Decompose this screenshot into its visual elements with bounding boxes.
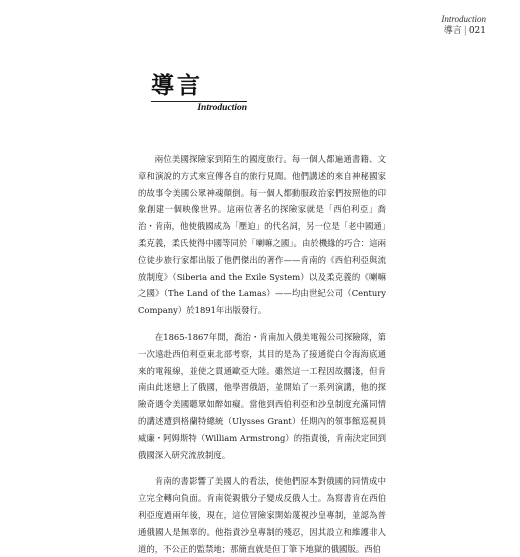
chapter-title-block [151,73,251,113]
body-text [138,151,386,557]
running-head-line [441,25,486,38]
running-head-section-zh: 導言 [443,26,462,36]
chapter-subtitle-en: Introduction [197,103,247,113]
paragraph-2: 在1865-1867年間，喬治・肯南加入俄美電報公司探險隊，第一次遠赴西伯利亞東北部考察，其目的是為了接通從白令海海底通來的電報線，並使之貫通歐亞大陸。雖然這一工程因故擱淺，但肯南由此迷戀上了俄國，他學習俄語，並開始了一系列演講，他的探險奇遇令美國聽眾如醉如癡。當他到西伯利亞和沙皇制度充滿同情的講述遭到格蘭特總統（Ulysses Grant）任期內的領事館巡視員威廉・阿姆斯特（William Armstrong）的指責後，肯南決定回到俄國深入研究流放制度。 [138,331,386,460]
title-underline [151,101,247,102]
paragraph-spacer [138,463,386,473]
page-number: 021 [468,26,486,36]
running-head-separator: | [463,26,467,36]
paragraph-1: 兩位美國探險家到陌生的國度旅行。每一個人都遍通書籍、文章和演說的方式來宣傳各自的旅行見聞。他們講述的來自神秘國家的故事令美國公眾神魂顛倒。每一個人都動服政治家們按照他的印象創建一個映像世界。這兩位著名的探險家就是「西伯利亞」喬治・肯南，他使俄國成為「壓迫」的代名詞，另一位是「老中國通」柔克義，柔氏使得中國等同於「喇嘛之國」。由於機緣的巧合：這兩位徒步旅行家都出版了他們傑出的著作——肯南的《西伯利亞與流放制度》（Siberia and the Exile System）以及柔克義的《喇嘛之國》（The Land of the Lamas）——均由世紀公司（Century Company）於1891年出版發行。 [138,154,386,316]
paragraph-spacer [138,319,386,329]
paragraph-3: 肯南的書影響了美國人的看法，使他們原本對俄國的同情成中立完全轉向負面。肯南從親俄分子變成反俄人士。為寫書肯在西伯利亞度過兩年後，現在，這位冒險家開始蔑視沙皇專制，並認為普通俄國人是無辜的。他指責沙皇專制的殘忍，因其設立和維護非人道的，不公正的監禁地；那簡直就是但丁筆下地獄的俄國版。西伯 [138,476,386,554]
running-head-section-en: Introduction [441,14,486,24]
chapter-title: 導言 [151,73,203,99]
running-head [441,14,486,38]
